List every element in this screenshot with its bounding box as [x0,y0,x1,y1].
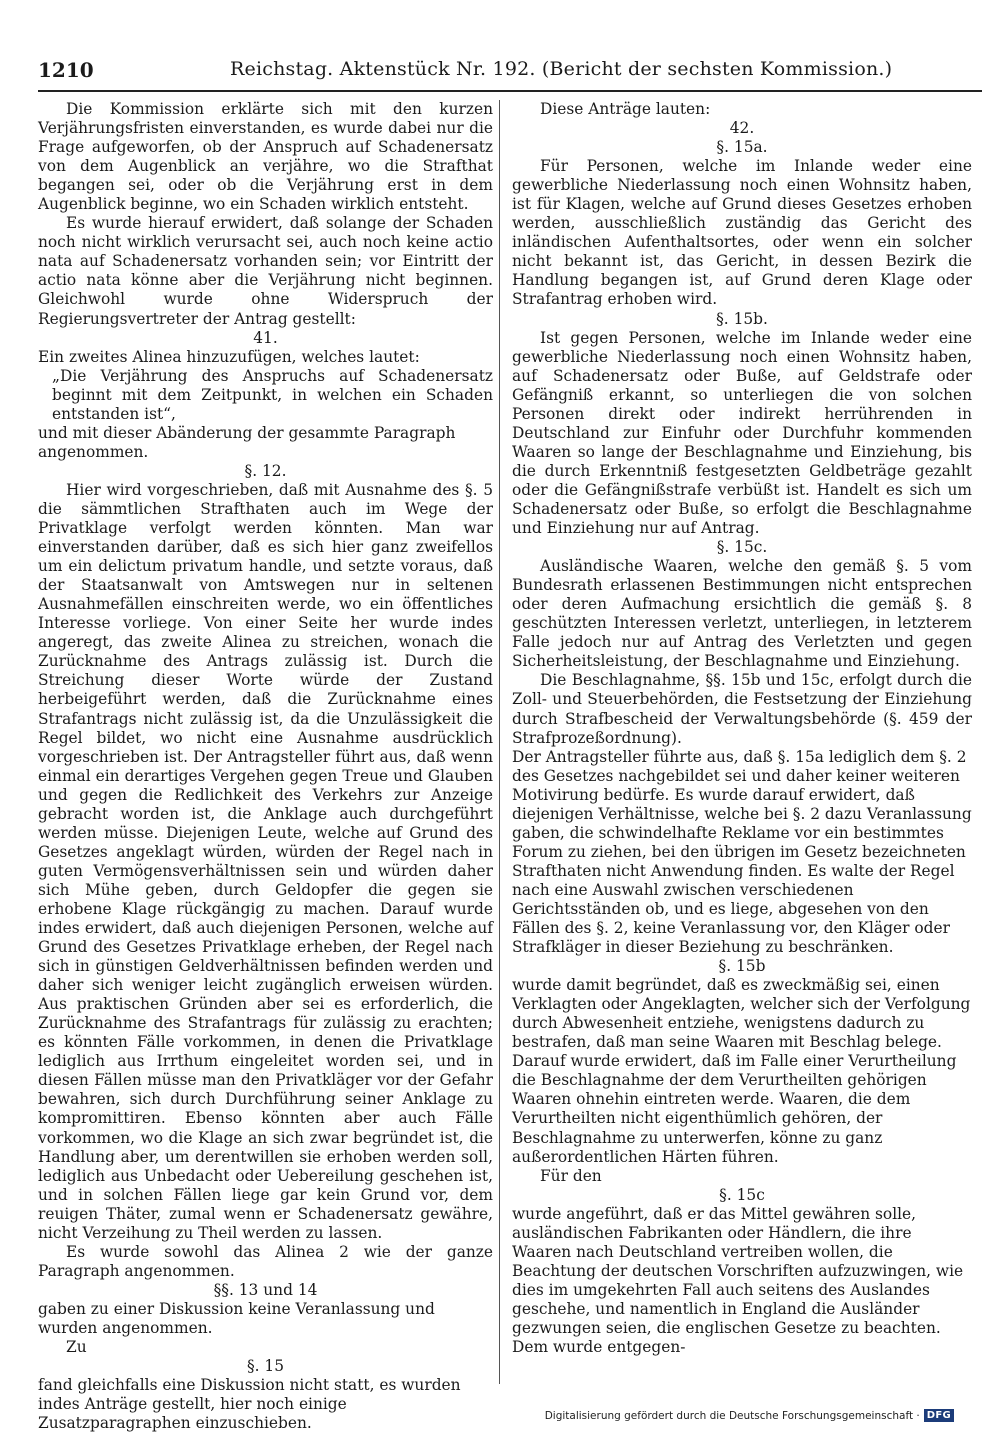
left-column [38,100,493,1433]
paragraph: Diese Anträge lauten: [540,100,711,118]
paragraph: Es wurde sowohl das Alinea 2 wie der ganze Paragraph angenommen. [38,1242,493,1280]
paragraph: Die Kommission erklärte sich mit den kurzen Verjährungsfristen einverstanden, es wurde dabei nur die Frage aufgeworfen, ob der Anspruch auf Schadenersatz von dem Augenblick an verjähre, wo die Strafthat begangen sei, oder ob die Verjährung erst in dem Augenblick beginne, wo ein Schaden wirklich entsteht. [38,100,493,214]
section-heading: §. 15c. [716,538,768,557]
paragraph: wurde angeführt, daß er das Mittel gewähren solle, ausländischen Fabrikanten oder Händlern, die ihre Waaren nach Deutschland vertreiben wollen, die Beachtung der deutschen Vorschriften aufzuzwingen, wie dies im umgekehrten Fall auch seitens des Auslandes geschehe, und namentlich in England die Ausländer gezwungen seien, die englischen Gesetze zu beachten. Dem wurde entgegen- [512,1204,964,1357]
paragraph: und mit dieser Abänderung der gesammte Paragraph angenommen. [38,423,456,461]
paragraph: „Die Verjährung des Anspruchs auf Schadenersatz beginnt mit dem Zeitpunkt, in welchen ein Schaden entstanden ist“, [52,366,493,423]
paragraph: Zu [66,1338,87,1357]
paragraph: Der Antragsteller führte aus, daß §. 15a lediglich dem §. 2 des Gesetzes nachgebildet sei und daher keiner weiteren Motivirung bedürfe. Es wurde darauf erwidert, daß diejenigen Verhältnisse, welche bei §. 2 dazu Veranlassung gaben, die schwindelhafte Reklame vor ein bestimmtes Forum zu ziehen, bei den übrigen im Gesetz bezeichneten Strafthaten nicht Anwendung finden. Es walte der Regel nach eine Auswahl zwischen verschiedenen Gerichtsständen ob, und es liege, abgesehen von den Fällen des §. 2, keine Veranlassung vor, den Kläger oder Strafkläger in dieser Beziehung zu beschränken. [512,747,972,957]
paragraph: Es wurde hierauf erwidert, daß solange der Schaden noch nicht wirklich verursacht sei, auch noch keine actio nata auf Schadenersatz vorhanden sein; vor Eintritt der actio nata könne aber die Verjährung nicht beginnen. Gleichwohl wurde ohne Widerspruch der Regierungsvertreter der Antrag gestellt: [38,214,493,328]
paragraph: Für Personen, welche im Inlande weder eine gewerbliche Niederlassung noch einen Wohnsitz haben, ist für Klagen, welche auf Grund dieses Gesetzes erhoben werden, ausschließlich zuständig das Gericht des inländischen Aufenthaltsortes, oder wenn ein solcher nicht bekannt ist, das Gericht, in dessen Bezirk die Handlung begangen ist, auf Grund deren Klage oder Strafantrag erhoben wird. [512,157,972,309]
paragraph: Ein zweites Alinea hinzuzufügen, welches lautet: [38,347,420,366]
paragraph: Ausländische Waaren, welche den gemäß §. 5 vom Bundesrath erlassenen Bestimmungen nicht entsprechen oder deren Aufmachung ersichtlich die gemäß §. 8 geschützten Interessen verletzt, unterliegen, in letzterem Falle jedoch nur auf Antrag des Verletzten und gegen Sicherheitsleistung, der Beschlagnahme und Einziehung. [512,557,972,671]
running-title: Reichstag. Aktenstück Nr. 192. (Bericht der sechsten Kommission.) [230,58,893,80]
section-heading: §. 12. [244,461,287,480]
paragraph: wurde damit begründet, daß es zweckmäßig sei, einen Verklagten oder Angeklagten, welcher sich der Verfolgung durch Abwesenheit entziehe, wenigstens dadurch zu bestrafen, daß man seine Waaren mit Beschlag belege. Darauf wurde erwidert, daß im Falle einer Verurtheilung die Beschlagnahme der dem Verurtheilten gehörigen Waaren ohnehin eintreten werde. Waaren, die dem Verurtheilten nicht eigenthümlich gehören, der Beschlagnahme zu unterwerfen, könne zu ganz außerordentlichen Härten führen. [512,976,971,1166]
section-heading: 42. [729,119,755,138]
section-heading: §. 15c [719,1185,765,1204]
section-heading: §. 15b. [716,309,768,328]
section-heading: 41. [253,328,278,347]
paragraph: gaben zu einer Diskussion keine Veranlassung und wurden angenommen. [38,1299,435,1337]
section-heading: §. 15 [246,1357,285,1376]
dfg-logo: DFG [924,1409,954,1422]
paragraph: fand gleichfalls eine Diskussion nicht statt, es wurden indes Anträge gestellt, hier noch einige Zusatzparagraphen einzuschieben. [38,1376,461,1433]
section-heading: §. 15b [718,957,766,976]
paragraph: Die Beschlagnahme, §§. 15b und 15c, erfolgt durch die Zoll- und Steuerbehörden, die Festsetzung der Einziehung durch Strafbescheid der Verwaltungsbehörde (§. 459 der Strafprozeßordnung). [512,671,972,747]
paragraph: Hier wird vorgeschrieben, daß mit Ausnahme des §. 5 die sämmtlichen Strafthaten auch im Wege der Privatklage verfolgt werden könnten. Man war einverstanden darüber, daß es sich hier ganz zweifellos um ein delictum privatum handle, und setzte voraus, daß der Staatsanwalt von Amtswegen nur in seltenen Ausnahmefällen einschreiten werde, wo ein öffentliches Interesse vorliege. Von einer Seite her wurde indes angeregt, das zweite Alinea zu streichen, wonach die Zurücknahme des Antrags zulässig ist. Durch die Streichung dieser Worte würde der Zustand herbeigeführt werden, daß die Zurücknahme eines Strafantrags nicht zulässig ist, da die Unzulässigkeit die Regel bildet, wo nicht eine Ausnahme ausdrücklich vorgeschrieben ist. Der Antragsteller führt aus, daß wenn einmal ein derartiges Vergehen gegen Treue und Glauben und gegen die Redlichkeit des Verkehrs zur Anzeige gebracht worden ist, die Anklage auch durchgeführt werden müsse. Diejenigen Leute, welche auf Grund des Gesetzes angeklagt würden, würden der Regel nach in guten Vermögensverhältnissen sein und würden daher sich Mühe geben, durch Geldopfer die gegen sie erhobene Klage rückgängig zu machen. Darauf wurde indes erwidert, daß auch diejenigen Personen, welche auf Grund des Gesetzes Privatklage erheben, der Regel nach sich in günstigen Geldverhältnissen befinden werden und daher sich weniger leicht zugänglich erweisen würden. Aus praktischen Gründen aber sei es erforderlich, die Zurücknahme des Strafantrags für zulässig zu erachten; es könnten Fälle vorkommen, in denen die Privatklage lediglich aus Irrthum eingeleitet worden sei, und in diesen Fällen müsse man den Privatkläger vor der Gefahr bewahren, sich durch Durchführung seiner Anklage zu kompromittiren. Ebenso könnten aber auch Fälle vorkommen, wo die Klage an sich zwar begründet ist, die Handlung aber, um derentwillen sie erhoben werden soll, lediglich aus Unbedacht oder Uebereilung geschehen ist, und in solchen Fällen liege gar kein Grund vor, dem reuigen Thäter, zumal wenn er Schadenersatz gewähre, nicht Verzeihung zu Theil werden zu lassen. [38,480,493,1242]
page-number: 1210 [38,58,94,82]
section-heading: §. 15a. [716,138,768,157]
footer-text: Digitalisierung gefördert durch die Deutsche Forschungsgemeinschaft · [544,1409,920,1422]
footer-note [545,1409,954,1422]
column-divider [499,100,500,1384]
paragraph: Für den [540,1166,602,1185]
paragraph: Ist gegen Personen, welche im Inlande weder eine gewerbliche Niederlassung noch einen Wohnsitz haben, auf Schadenersatz oder Buße, auf Geldstrafe oder Gefängniß erkannt, so unterliegen die von solchen Personen direkt oder indirekt herrührenden in Deutschland zur Einfuhr oder Durchfuhr kommenden Waaren so lange der Beschlagnahme und Einziehung, bis die durch Erkenntniß festgesetzten Geldbeträge gezahlt oder die Gefängnißstrafe verbüßt ist. Handelt es sich um Schadenersatz oder Buße, so erfolgt die Beschlagnahme und Einziehung nur auf Antrag. [512,328,972,538]
section-heading: §§. 13 und 14 [213,1280,318,1299]
header-rule [38,90,982,92]
right-column [512,100,972,1357]
